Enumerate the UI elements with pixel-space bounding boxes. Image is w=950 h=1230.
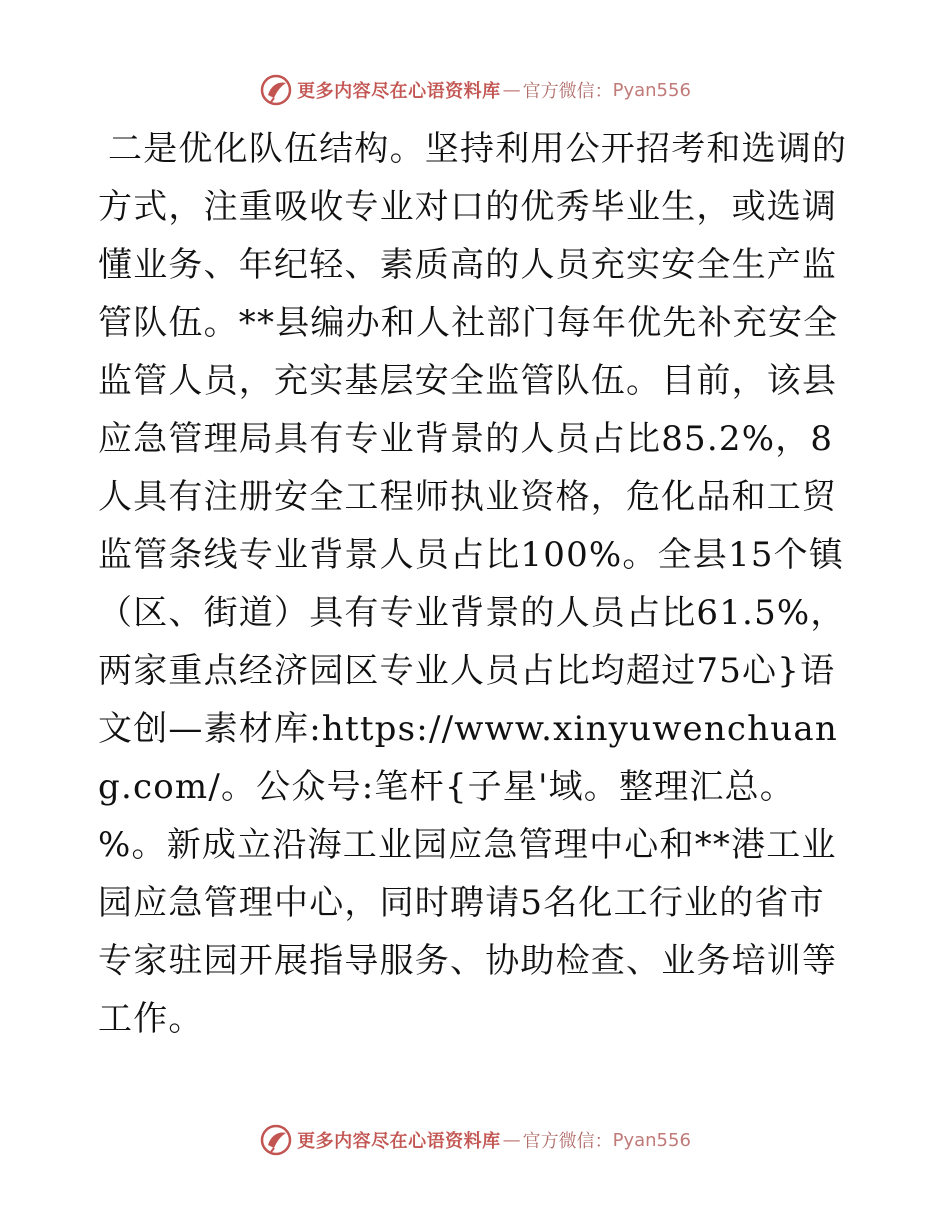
header-wechat-handle: Pyan556 [612,79,691,101]
footer-watermark [0,1120,950,1160]
body-paragraph [98,120,858,1048]
document-body [98,120,858,1048]
brand-logo-icon [259,73,293,107]
brand-logo-icon [259,1123,293,1157]
footer-dash: — [502,1129,521,1151]
footer-official-label: 官方微信： [522,1131,613,1152]
body-paragraph-text: 二是优化队伍结构。坚持利用公开招考和选调的方式，注重吸收专业对口的优秀毕业生，或选调懂业务、年纪轻、素质高的人员充实安全生产监管队伍。**县编办和人社部门每年优先补充安全监管人员，充实基层安全监管队伍。目前，该县应急管理局具有专业背景的人员占比85.2%，8人具有注册安全工程师执业资格，危化品和工贸监管条线专业背景人员占比100%。全县15个镇（区、街道）具有专业背景的人员占比61.5%，两家重点经济园区专业人员占比均超过75心}语文创—素材库:https://www.xinyuwenchuang.com/。公众号:笔杆{子星'域。整理汇总。%。新成立沿海工业园应急管理中心和**港工业园应急管理中心，同时聘请5名化工行业的省市专家驻园开展指导服务、协助检查、业务培训等工作。 [98,129,848,1039]
header-dash: — [502,79,521,101]
footer-wechat-handle: Pyan556 [612,1129,691,1151]
header-official-label: 官方微信： [522,81,613,102]
footer-brand-text: 更多内容尽在心语资料库 [297,1131,501,1152]
header-watermark [0,70,950,110]
header-brand-text: 更多内容尽在心语资料库 [297,81,501,102]
